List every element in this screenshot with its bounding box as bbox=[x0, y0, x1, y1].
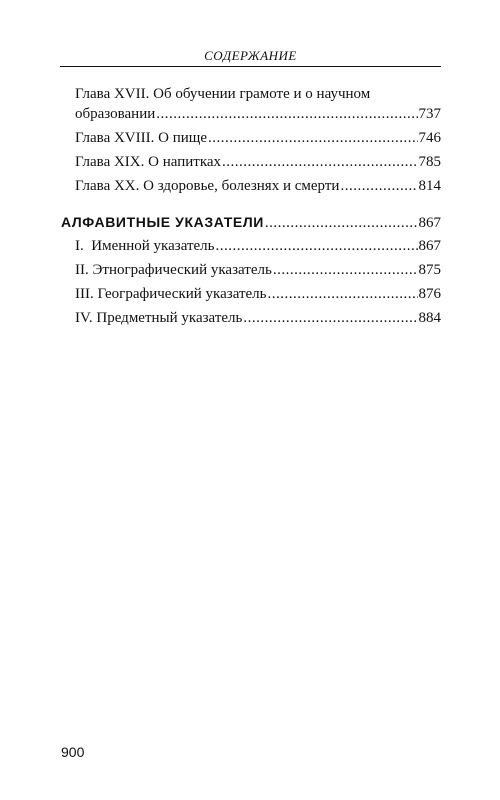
dot-leader bbox=[265, 213, 418, 233]
toc-entry-chapter-18[interactable] bbox=[75, 128, 441, 148]
toc-entry-page: 785 bbox=[418, 154, 441, 170]
toc-entry-title: II. Этнографический указатель bbox=[75, 262, 272, 278]
toc-entry-title: Глава XVII. Об обучении грамоте и о научном bbox=[75, 86, 371, 102]
toc-entry-page: 814 bbox=[418, 178, 441, 194]
toc-entry-page: 884 bbox=[418, 310, 441, 326]
section-heading: АЛФАВИТНЫЕ УКАЗАТЕЛИ bbox=[61, 214, 264, 230]
dot-leader bbox=[268, 284, 418, 304]
toc-entry-title: IV. Предметный указатель bbox=[75, 310, 243, 326]
dot-leader bbox=[273, 260, 418, 280]
dot-leader bbox=[156, 104, 417, 124]
toc-entry-index-1[interactable] bbox=[75, 236, 441, 256]
dot-leader bbox=[243, 308, 417, 328]
toc-entry-index-3[interactable] bbox=[75, 284, 441, 304]
toc-entry-page: 746 bbox=[418, 130, 441, 146]
toc-entry-page: 867 bbox=[418, 238, 441, 254]
dot-leader bbox=[222, 152, 417, 172]
running-header: СОДЕРЖАНИЕ bbox=[204, 48, 297, 63]
toc-entry-title: Глава XIX. О напитках bbox=[75, 154, 222, 170]
toc-entry-title: I. Именной указатель bbox=[75, 238, 215, 254]
toc-entry-title: Глава XX. О здоровье, болезнях и смерти bbox=[75, 178, 340, 194]
toc-entry-title: III. Географический указатель bbox=[75, 286, 267, 302]
toc-entry-chapter-19[interactable] bbox=[75, 152, 441, 172]
dot-leader bbox=[208, 128, 418, 148]
toc-entry-index-4[interactable] bbox=[75, 308, 441, 328]
header-rule bbox=[60, 66, 441, 67]
toc-entry-page: 737 bbox=[418, 106, 441, 122]
dot-leader bbox=[340, 176, 417, 196]
toc-section-indexes[interactable] bbox=[61, 212, 441, 233]
toc-entry-title: Глава XVIII. О пище bbox=[75, 130, 207, 146]
toc-entry-chapter-20[interactable] bbox=[75, 176, 441, 196]
page-number: 900 bbox=[61, 744, 85, 760]
toc-entry-page: 876 bbox=[418, 286, 441, 302]
toc-entry-page: 867 bbox=[418, 215, 441, 231]
toc-entry-index-2[interactable] bbox=[75, 260, 441, 280]
dot-leader bbox=[216, 236, 418, 256]
toc-entry-chapter-17[interactable] bbox=[75, 104, 441, 124]
toc-entry-chapter-17-line-1[interactable] bbox=[75, 84, 441, 104]
toc-entry-page: 875 bbox=[418, 262, 441, 278]
toc-entry-title: образовании bbox=[75, 106, 156, 122]
